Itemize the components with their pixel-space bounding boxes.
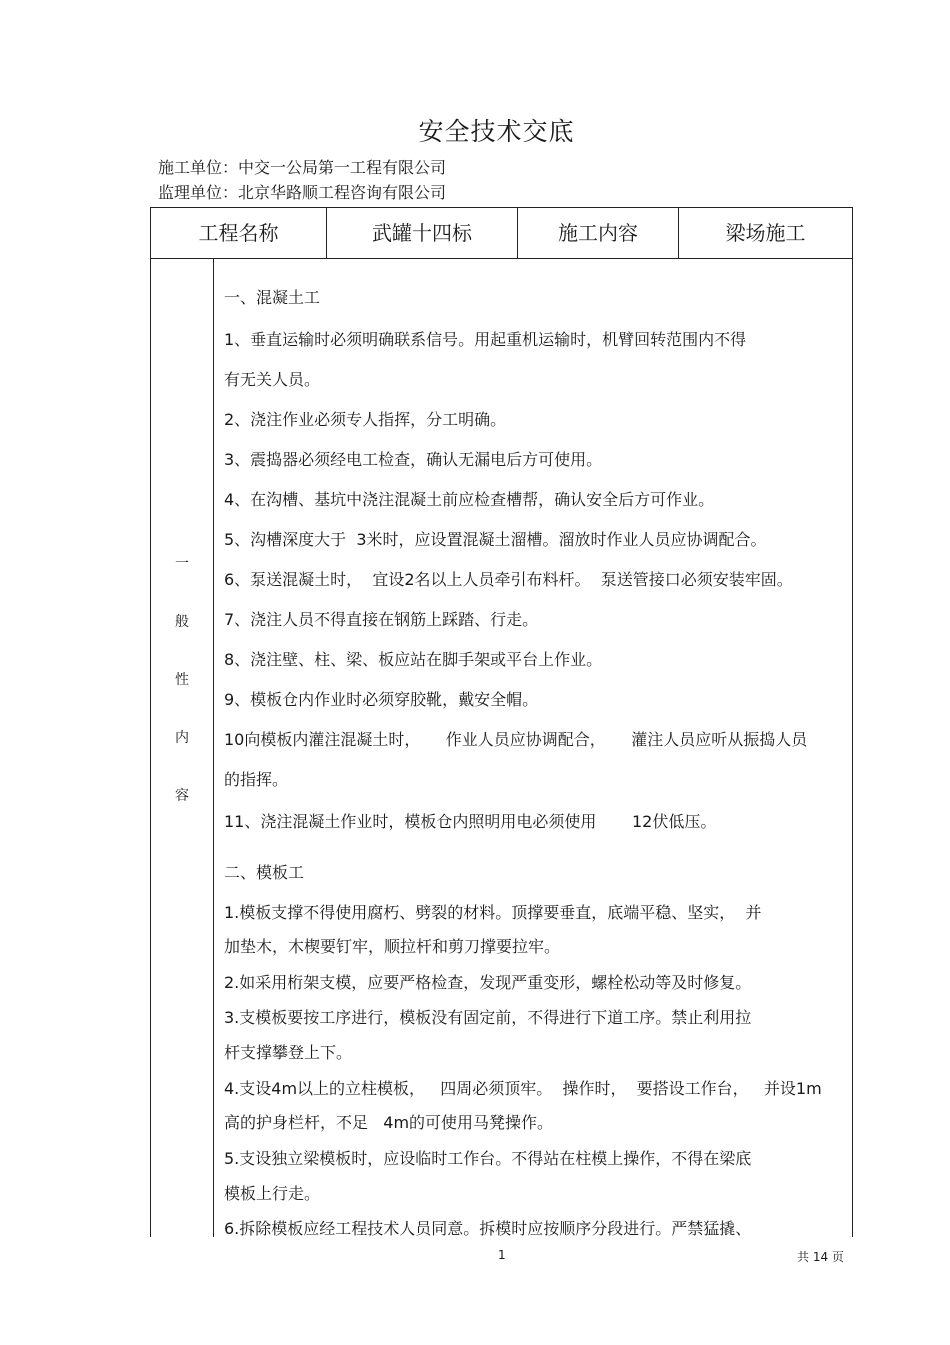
work-content-label: 施工内容 [558,221,638,245]
content-line: 2、浇注作业必须专人指挥，分工明确。 [224,410,507,429]
section-heading: 一、混凝土工 [224,288,321,307]
content-line: 1.模板支撑不得使用腐朽、劈裂的材料。顶撑要垂直，底端平稳、坚实， 并 [224,903,762,922]
content-line: 9、模板仓内作业时必须穿胶靴，戴安全帽。 [224,690,539,709]
content-line: 3、震捣器必须经电工检查，确认无漏电后方可使用。 [224,450,603,469]
content-line: 加垫木，木楔要钉牢，顺拉杆和剪刀撑要拉牢。 [224,937,561,956]
content-line: 1、垂直运输时必须明确联系信号。用起重机运输时，机臂回转范围内不得 [224,330,747,349]
content-line: 有无关人员。 [224,370,321,389]
content-line: 的指挥。 [224,770,289,789]
project-name-label: 工程名称 [198,221,279,245]
side-label-char: 内 [175,730,189,746]
project-name-value: 武罐十四标 [372,221,472,245]
content-line: 8、浇注壁、柱、梁、板应站在脚手架或平台上作业。 [224,650,603,669]
content-line: 11、浇注混凝土作业时，模板仓内照明用电必须使用 12伏低压。 [224,812,717,831]
content-line: 6、泵送混凝土时， 宜设2名以上人员牵引布料杆。 泵送管接口必须安装牢固。 [224,570,793,589]
content-line: 2.如采用桁架支模，应要严格检查，发现严重变形，螺栓松动等及时修复。 [224,973,752,992]
content-line: 高的护身栏杆，不足 4m的可使用马凳操作。 [224,1113,554,1132]
content-line: 5.支设独立梁模板时，应设临时工作台。不得站在柱模上操作，不得在梁底 [224,1149,752,1168]
side-column-divider [213,259,214,1237]
total-pages: 共 14 页 [797,1250,844,1264]
work-content-value: 梁场施工 [725,221,806,245]
content-line: 4、在沟槽、基坑中浇注混凝土前应检查槽帮，确认安全后方可作业。 [224,490,715,509]
content-line: 7、浇注人员不得直接在钢筋上踩踏、行走。 [224,610,539,629]
content-line: 5、沟槽深度大于 3米时，应设置混凝土溜槽。溜放时作业人员应协调配合。 [224,530,767,549]
table-header-row [151,208,852,259]
supervision-unit: 监理单位：北京华路顺工程咨询有限公司 [158,183,447,202]
content-line: 10向模板内灌注混凝土时， 作业人员应协调配合， 灌注人员应听从振捣人员 [224,730,808,749]
content-line: 6.拆除模板应经工程技术人员同意。拆模时应按顺序分段进行。严禁猛撬、 [224,1219,752,1238]
content-line: 3.支模板要按工序进行，模板没有固定前，不得进行下道工序。禁止利用拉 [224,1008,752,1027]
content-line: 4.支设4m以上的立柱模板， 四周必须顶牢。 操作时， 要搭设工作台， 并设1m [224,1079,822,1098]
content-line: 杆支撑攀登上下。 [224,1043,353,1062]
document-title: 安全技术交底 [418,117,575,146]
side-label-char: 性 [175,672,189,688]
side-label-char: 般 [175,614,189,630]
side-label-char: 容 [175,788,189,804]
side-label-char: 一 [175,556,189,572]
page-number: 1 [498,1248,506,1262]
disclosure-table [150,207,853,1237]
section-heading: 二、模板工 [224,863,305,882]
content-line: 模板上行走。 [224,1184,321,1203]
construction-unit: 施工单位：中交一公局第一工程有限公司 [158,158,447,177]
